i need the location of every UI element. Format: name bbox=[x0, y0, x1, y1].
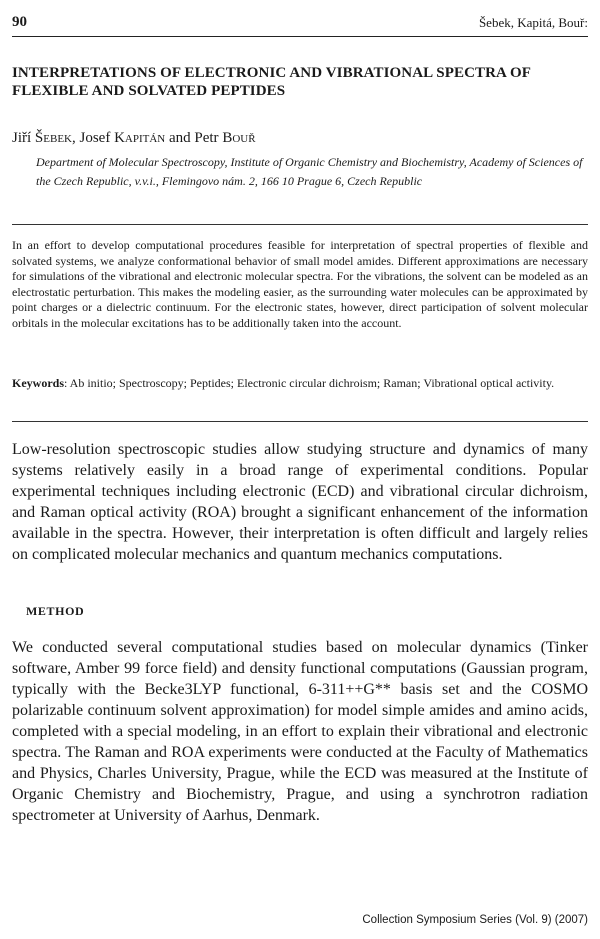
author-sep-1: , Josef bbox=[71, 130, 115, 146]
page-header bbox=[12, 8, 588, 37]
keywords-line bbox=[12, 376, 588, 392]
paper-title: INTERPRETATIONS OF ELECTRONIC AND VIBRATIONAL SPECTRA OF FLEXIBLE AND SOLVATED PEPTIDES bbox=[12, 65, 531, 99]
affiliation: Department of Molecular Spectroscopy, Institute of Organic Chemistry and Biochemistry, Academy of Sciences of the Czech Republic, v.v.i., Flemingovo nám. 2, 166 10 Prague 6, Czech Republic bbox=[36, 155, 583, 188]
section-heading-method: METHOD bbox=[26, 604, 85, 618]
author-1-first: Jiří bbox=[12, 130, 35, 146]
keywords-label: Keywords bbox=[12, 376, 64, 390]
page-footer: Collection Symposium Series (Vol. 9) (2007) bbox=[362, 914, 588, 926]
intro-paragraph: Low-resolution spectroscopic studies allow studying structure and dynamics of many systems relatively easily in a broad range of experimental conditions. Popular experimental techniques including electronic (ECD) and vibrational circular dichroism, and Raman optical activity (ROA) brought a significant enhancement of the information available in the spectra. However, their interpretation is often difficult and largely relies on complicated molecular mechanics and quantum mechanics computations. bbox=[12, 441, 588, 563]
method-paragraph: We conducted several computational studies based on molecular dynamics (Tinker software, Amber 99 force field) and density functional computations (Gaussian program, typically with the Becke3LYP functional, 6-311++G** basis set and the COSMO polarizable continuum solvent approximation) for model simple amides and amino acids, completed with a special modeling, in an effort to explain their vibrational and electronic spectra. The Raman and ROA experiments were conducted at the Faculty of Mathematics and Physics, Charles University, Prague, while the ECD was measured at the Institute of Organic Chemistry and Biochemistry, Prague, and using a synchrotron radiation spectrometer at University of Aarhus, Denmark. bbox=[12, 639, 588, 824]
author-2-last: Kapitán bbox=[114, 130, 166, 146]
author-list bbox=[12, 130, 256, 147]
abstract-text: In an effort to develop computational procedures feasible for interpretation of spectral properties of flexible and solvated systems, we analyze conformational behavior of small model amides. Different approximations are necessary for simulations of the vibrational and electronic molecular spectra. For the vibrations, the solvent can be modeled as an electrostatic perturbation. This makes the modeling easier, as the surrounding water molecules can be approximated by point charges or a dielectric continuum. For the electronic states, however, direct participation of solvent molecular orbitals in the molecular excitations has to be additionally taken into the account. bbox=[12, 238, 588, 330]
author-1-last: Šebek bbox=[34, 130, 72, 146]
abstract-box bbox=[12, 224, 588, 422]
author-3-last: Bouř bbox=[222, 130, 256, 146]
page-number: 90 bbox=[12, 14, 27, 30]
author-sep-2: and Petr bbox=[165, 130, 223, 146]
keywords-text: : Ab initio; Spectroscopy; Peptides; Electronic circular dichroism; Raman; Vibrational optical activity. bbox=[64, 376, 555, 390]
running-head: Šebek, Kapitá, Bouř: bbox=[478, 15, 588, 30]
